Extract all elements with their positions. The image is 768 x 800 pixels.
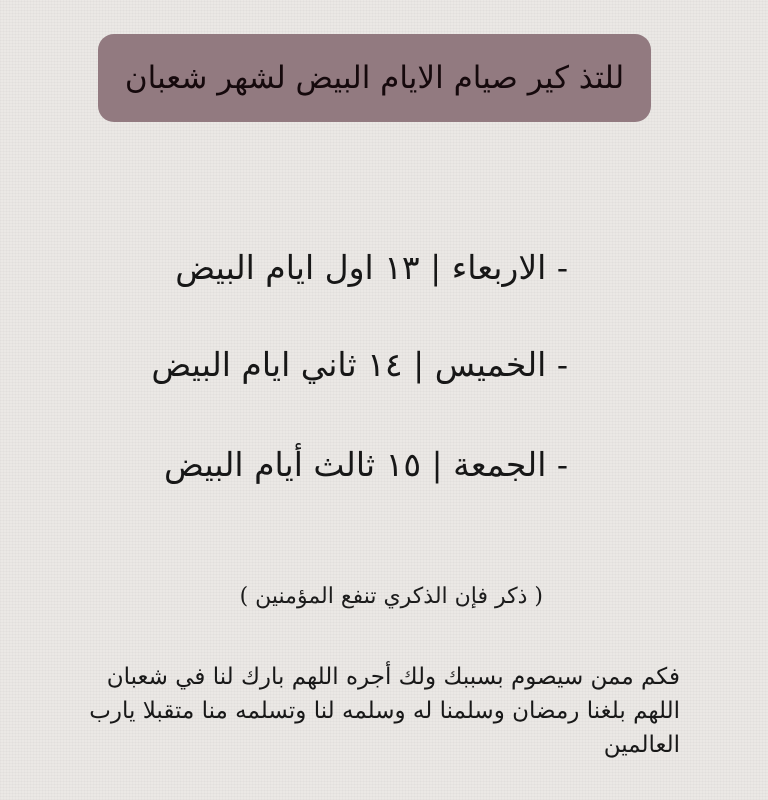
day-item-thursday: - الخميس | ١٤ ثاني ايام البيض	[151, 345, 568, 384]
day-item-friday: - الجمعة | ١٥ ثالث أيام البيض	[164, 445, 568, 484]
dua-paragraph	[60, 660, 680, 762]
page-title: للتذ كير صيام الايام البيض لشهر شعبان	[124, 60, 625, 96]
dua-line: العالمين	[603, 732, 680, 758]
title-banner	[98, 34, 651, 122]
reminder-text: ( ذكر فإن الذكري تنفع المؤمنين )	[239, 584, 543, 609]
dua-line: فكم ممن سيصوم بسببك ولك أجره اللهم بارك لنا في شعبان	[106, 664, 680, 690]
dua-line: اللهم بلغنا رمضان وسلمنا له وسلمه لنا وتسلمه منا متقبلا يارب	[89, 698, 680, 724]
day-item-wednesday: - الاربعاء | ١٣ اول ايام البيض	[175, 248, 568, 287]
